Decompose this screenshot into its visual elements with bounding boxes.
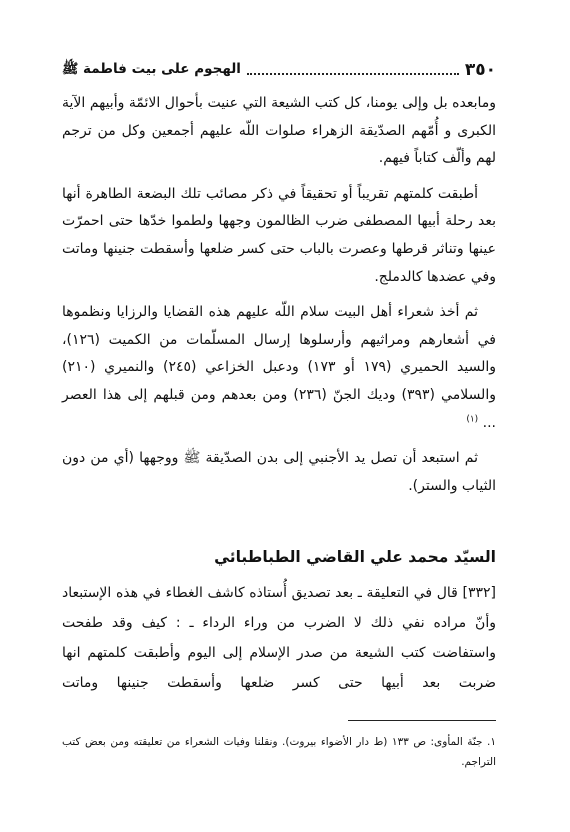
paragraph-text: ثم أخذ شعراء أهل البيت سلام اللّه عليهم هذه القضايا والرزايا ونظموها في أشعارهم ومراثيهم وأرسلوها إرسال المسلّمات من الكميت (١٢٦)، والسيد الحميري (١٧٩ أو ١٧٣) ودعبل الخزاعي (٢٤٥) والنميري (٢١٠) والسلامي (٣٩٣) وديك الجنّ (٢٣٦) ومن بعدهم ومن قبلهم إلى هذا العصر ... — [62, 304, 496, 431]
footnote: ١. جنّة المأوى: ص ١٣٣ (ط دار الأضواء بيروت). ونقلنا وفيات الشعراء من تعليقته ومن بعض كتب التراجم. — [62, 736, 496, 768]
footnote-reference[interactable]: (١) — [466, 413, 479, 424]
main-text — [62, 90, 496, 508]
running-header — [62, 56, 496, 81]
header-dot-leader — [247, 73, 459, 75]
paragraph — [62, 90, 496, 173]
running-header-title: الهجوم على بيت فاطمة ﷺ — [62, 61, 241, 77]
paragraph-text: أطبقت كلمتهم تقريباً أو تحقيقاً في ذكر مصائب تلك البضعة الطاهرة أنها بعد رحلة أبيها المصطفى ضرب الظالمون وجهها ولطموا خدّها حتى احمرّت عينها وتناثر قرطها وعصرت بالباب حتى كسر ضلعها وأسقطت جنينها وماتت وفي عضدها كالدملج. — [62, 185, 496, 285]
paragraph — [62, 445, 496, 500]
footnote-divider — [348, 720, 496, 721]
footnotes — [62, 732, 496, 772]
paragraph — [62, 181, 496, 291]
section-body: [٣٣٢] قال في التعليقة ـ بعد تصديق أُستاذه كاشف الغطاء في هذه الإستبعاد وأنّ مراده نفي ذلك لا الضرب من وراء الرداء ـ : كيف وقد طفحت واستفاضت كتب الشيعة من صدر الإسلام إلى اليوم وأطبقت كلمتهم انها ضربت بعد أبيها حتى كسر ضلعها وأسقطت جنينها وماتت — [62, 585, 496, 691]
page-number: ٣٥٠ — [464, 60, 496, 80]
section-heading: السيّد محمد علي القاضي الطباطبائي — [214, 548, 496, 566]
paragraph-text: ثم استبعد أن تصل يد الأجنبي إلى بدن الصدّيقة ﷺ ووجهها (أي من دون الثياب والستر). — [62, 450, 496, 494]
paragraph — [62, 299, 496, 437]
paragraph-text: ومابعده بل وإلى يومنا، كل كتب الشيعة التي عنيت بأحوال الائمّة وأبيهم الآية الكبرى و أُمّهم الصدّيقة الزهراء صلوات اللّه عليهم أجمعين وكل من ترجم لهم وألّف كتاباً فيهم. — [62, 95, 496, 167]
